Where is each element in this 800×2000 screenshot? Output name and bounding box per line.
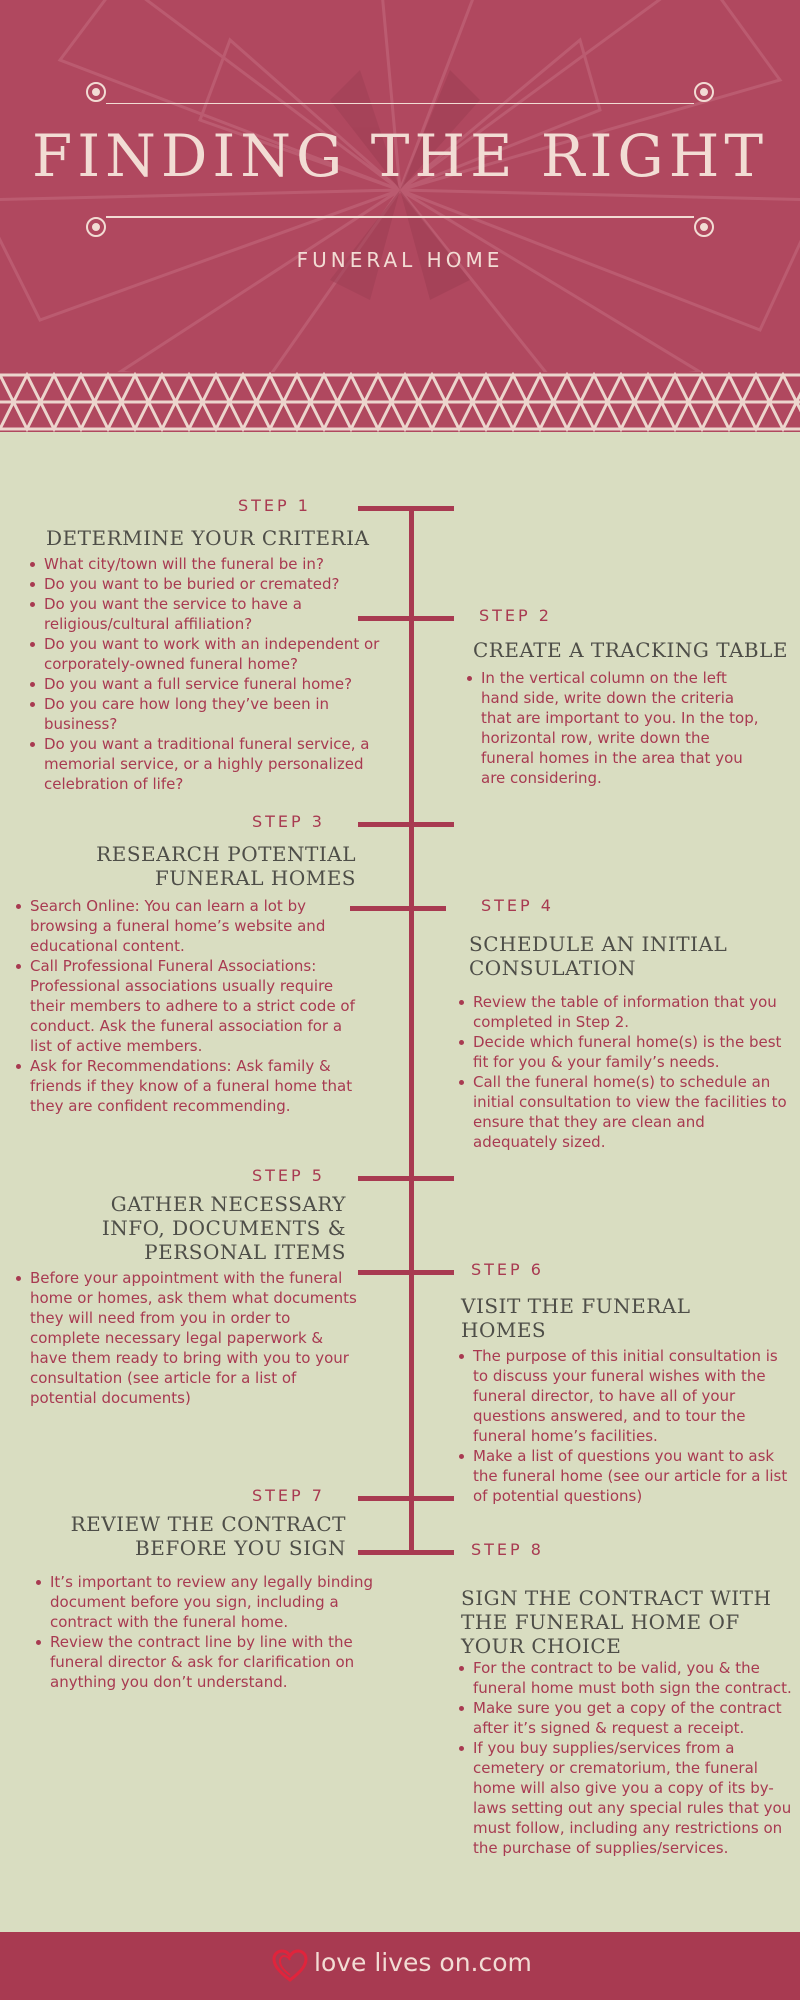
step-7-label: STEP 7 — [252, 1486, 325, 1505]
step-1-title: DETERMINE YOUR CRITERIA — [46, 526, 370, 550]
step-3-title: RESEARCH POTENTIAL FUNERAL HOMES — [96, 842, 356, 890]
step-8-bullets — [457, 1658, 793, 1858]
step-5-bullet: Before your appointment with the funeral home or homes, ask them what documents they will need from you in order to complete necessary legal paperwork & have them ready to bring with you to your consultation (see article for a list of potential documents) — [14, 1268, 360, 1408]
page-title: FINDING THE RIGHT — [31, 122, 769, 190]
step-7-bullet: It’s important to review any legally binding document before you sign, including a contract with the funeral home. — [34, 1572, 380, 1632]
step-6-bullet: Make a list of questions you want to ask the funeral home (see our article for a list of potential questions) — [457, 1446, 793, 1506]
step-1-bullet: Do you want a full service funeral home? — [28, 674, 380, 694]
footer-brand[interactable]: love lives on.com — [314, 1948, 532, 1977]
step-6-label: STEP 6 — [471, 1260, 544, 1279]
step-4-bullet: Call the funeral home(s) to schedule an initial consultation to view the facilities to ensure that they are clean and adequately sized. — [457, 1072, 793, 1152]
step-1-bullets — [28, 554, 380, 794]
step-2-bullets — [465, 668, 765, 788]
step-7-connector — [358, 1496, 454, 1501]
step-6-bullet: The purpose of this initial consultation is to discuss your funeral wishes with the funeral director, to have all of your questions answered, and to tour the funeral home’s facilities. — [457, 1346, 793, 1446]
step-1-bullet: Do you want the service to have a religious/cultural affiliation? — [28, 594, 380, 634]
bottom-ornament-rule — [84, 215, 716, 239]
step-1-label: STEP 1 — [238, 496, 311, 515]
step-3-bullets — [14, 896, 360, 1116]
footer — [0, 1932, 800, 2000]
top-ornament-rule — [84, 80, 716, 104]
step-1-bullet: Do you want a traditional funeral service, a memorial service, or a highly personalized celebration of life? — [28, 734, 380, 794]
step-4-bullets — [457, 992, 793, 1152]
step-3-label: STEP 3 — [252, 812, 325, 831]
step-5-connector — [358, 1176, 454, 1181]
header-banner — [0, 0, 800, 372]
step-1-bullet: Do you want to be buried or cremated? — [28, 574, 380, 594]
steps-timeline — [0, 432, 800, 1932]
step-3-bullet: Search Online: You can learn a lot by browsing a funeral home’s website and educational content. — [14, 896, 360, 956]
step-6-connector — [358, 1270, 454, 1275]
step-6-bullets — [457, 1346, 793, 1506]
step-8-bullet: For the contract to be valid, you & the funeral home must both sign the contract. — [457, 1658, 793, 1698]
step-2-bullet: In the vertical column on the left hand side, write down the criteria that are important to you. In the top, horizontal row, write down the funeral homes in the area that you are considering. — [465, 668, 765, 788]
step-3-connector — [358, 822, 454, 827]
step-4-bullet: Decide which funeral home(s) is the best fit for you & your family’s needs. — [457, 1032, 793, 1072]
timeline-spine — [409, 507, 414, 1552]
page-subtitle: FUNERAL HOME — [296, 248, 504, 272]
step-6-title: VISIT THE FUNERAL HOMES — [461, 1294, 691, 1342]
step-8-label: STEP 8 — [471, 1540, 544, 1559]
step-7-bullet: Review the contract line by line with the funeral director & ask for clarification on anything you don’t understand. — [34, 1632, 380, 1692]
step-2-label: STEP 2 — [479, 606, 552, 625]
step-8-connector — [358, 1550, 454, 1555]
lattice-divider — [0, 372, 800, 432]
step-5-title: GATHER NECESSARY INFO, DOCUMENTS & PERSONAL ITEMS — [101, 1192, 346, 1264]
step-5-label: STEP 5 — [252, 1166, 325, 1185]
step-5-bullets — [14, 1268, 360, 1408]
step-8-bullet: Make sure you get a copy of the contract after it’s signed & request a receipt. — [457, 1698, 793, 1738]
step-1-bullet: Do you care how long they’ve been in business? — [28, 694, 380, 734]
step-4-label: STEP 4 — [481, 896, 554, 915]
step-2-title: CREATE A TRACKING TABLE — [473, 638, 788, 662]
step-8-bullet: If you buy supplies/services from a cemetery or crematorium, the funeral home will also give you a copy of its by-laws setting out any special rules that you must follow, including any restrictions on the purchase of supplies/services. — [457, 1738, 793, 1858]
step-1-bullet: What city/town will the funeral be in? — [28, 554, 380, 574]
step-3-bullet: Ask for Recommendations: Ask family & friends if they know of a funeral home that they are confident recommending. — [14, 1056, 360, 1116]
step-3-bullet: Call Professional Funeral Associations: Professional associations usually require their members to adhere to a strict code of conduct. Ask the funeral association for a list of active members. — [14, 956, 360, 1056]
step-4-title: SCHEDULE AN INITIAL CONSULATION — [469, 932, 728, 980]
step-1-bullet: Do you want to work with an independent or corporately-owned funeral home? — [28, 634, 380, 674]
step-1-connector — [358, 506, 454, 511]
step-8-title: SIGN THE CONTRACT WITH THE FUNERAL HOME OF YOUR CHOICE — [461, 1586, 772, 1658]
step-4-bullet: Review the table of information that you completed in Step 2. — [457, 992, 793, 1032]
step-4-connector — [350, 906, 446, 911]
step-7-bullets — [34, 1572, 380, 1692]
heart-logo-icon — [272, 1948, 308, 1984]
step-7-title: REVIEW THE CONTRACT BEFORE YOU SIGN — [70, 1512, 346, 1560]
